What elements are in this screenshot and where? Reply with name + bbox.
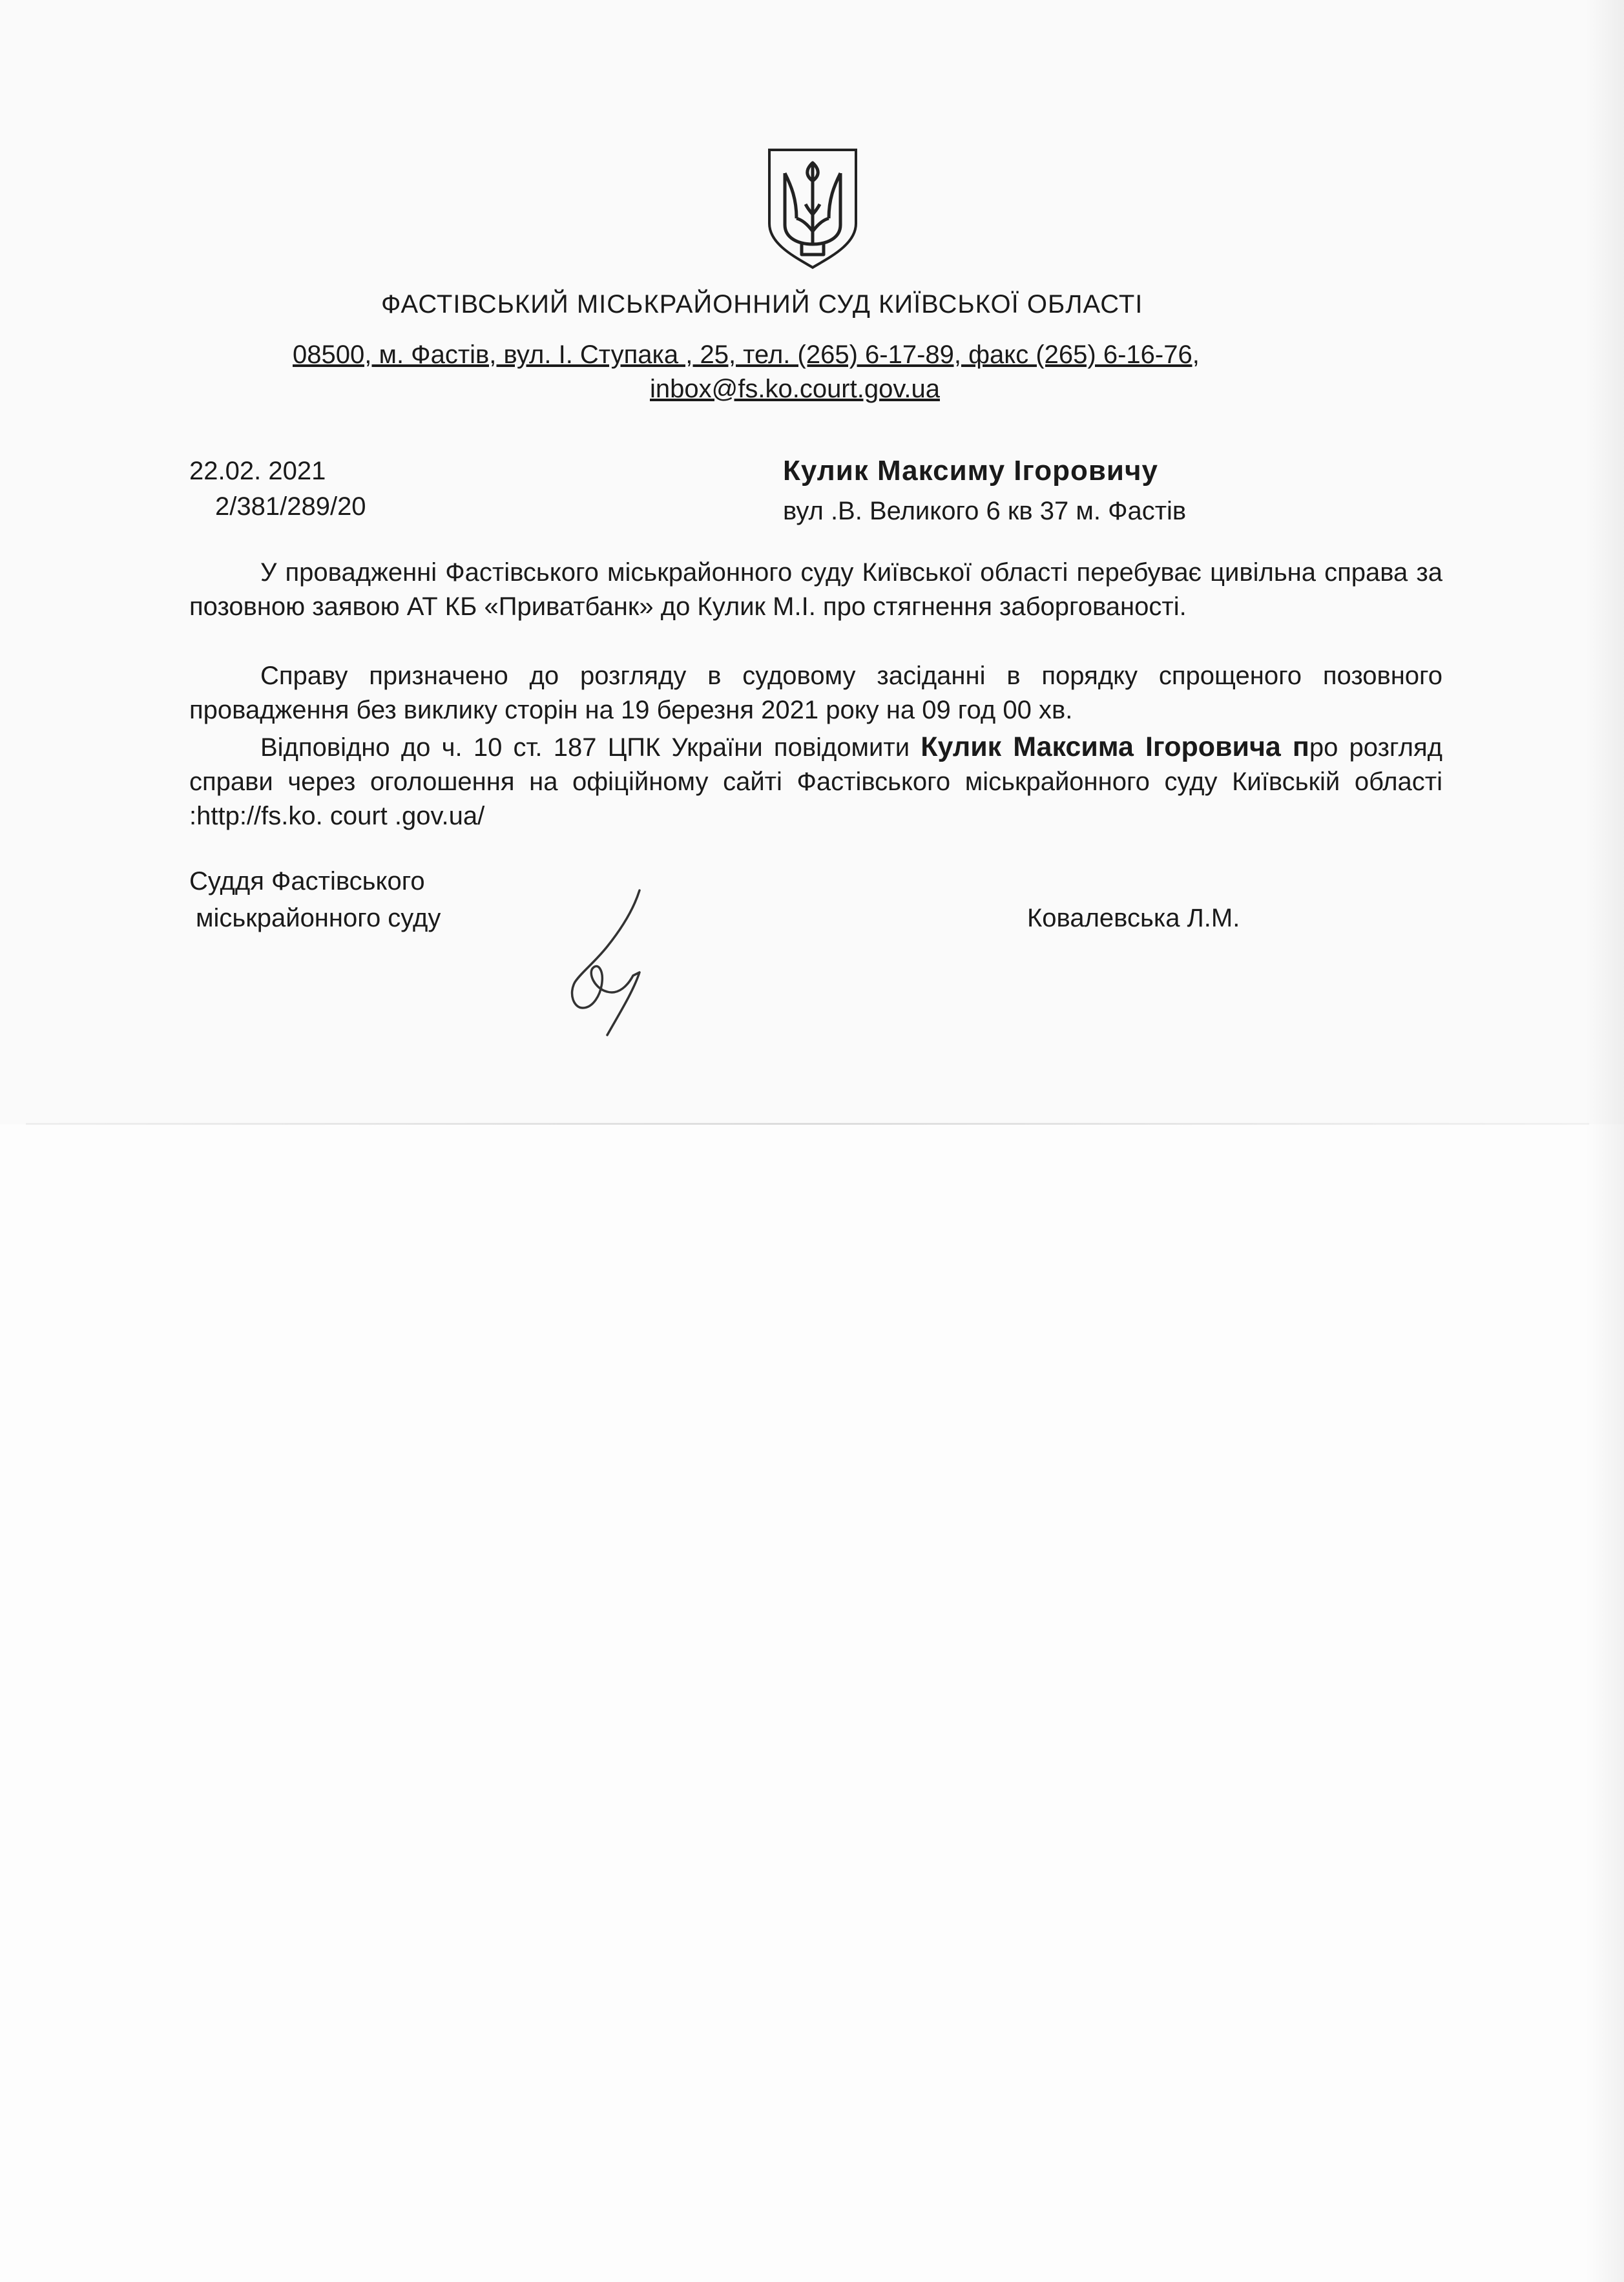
paper-fold-line (26, 1123, 1589, 1125)
letter-date: 22.02. 2021 (189, 457, 326, 485)
body-paragraph-3 (189, 730, 1442, 833)
case-number: 2/381/289/20 (215, 492, 366, 521)
handwritten-signature (543, 885, 659, 1040)
judge-name: Ковалевська Л.М. (1027, 904, 1240, 932)
paragraph-3-text-start: Відповідно до ч. 10 ст. 187 ЦПК України повідомити (260, 733, 910, 762)
judge-title-line-2: міськрайонного суду (196, 904, 441, 932)
court-address: 08500, м. Фастів, вул. І. Ступака , 25, тел. (265) 6-17-89, факс (265) 6-16-76, (293, 340, 1200, 369)
court-name-heading: ФАСТІВСЬКИЙ МІСЬКРАЙОННИЙ СУД КИЇВСЬКОЇ ОБЛАСТІ (381, 290, 1143, 319)
paragraph-3-text-end: ро розгляд справи через оголошення на офіційному сайті Фастівського міськрайонного суду Київській області :http://fs.ko. court .gov.ua/ (189, 733, 1442, 830)
recipient-address: вул .В. Великого 6 кв 37 м. Фастів (783, 497, 1187, 525)
scan-edge-shadow (1585, 0, 1624, 2282)
body-paragraph-1 (189, 556, 1442, 624)
court-email-link[interactable]: inbox@fs.ko.court.gov.ua (650, 375, 940, 403)
recipient-name: Кулик Максиму Ігоровичу (783, 455, 1158, 487)
judge-title-line-1: Суддя Фастівського (189, 867, 425, 895)
paragraph-1-text: У провадженні Фастівського міськрайонного суду Київської області перебуває цивільна справа за позовною заявою АТ КБ «Приватбанк» до Кулик М.І. про стягнення заборгованості. (189, 558, 1442, 621)
notified-person-name: Кулик Максима Ігоровича п (921, 731, 1309, 762)
paragraph-2-text: Справу призначено до розгляду в судовому засіданні в порядку спрощеного позовного провадження без виклику сторін на 19 березня 2021 року на 09 год 00 хв. (189, 662, 1442, 724)
body-paragraph-2 (189, 659, 1442, 728)
coat-of-arms-icon (765, 147, 860, 270)
